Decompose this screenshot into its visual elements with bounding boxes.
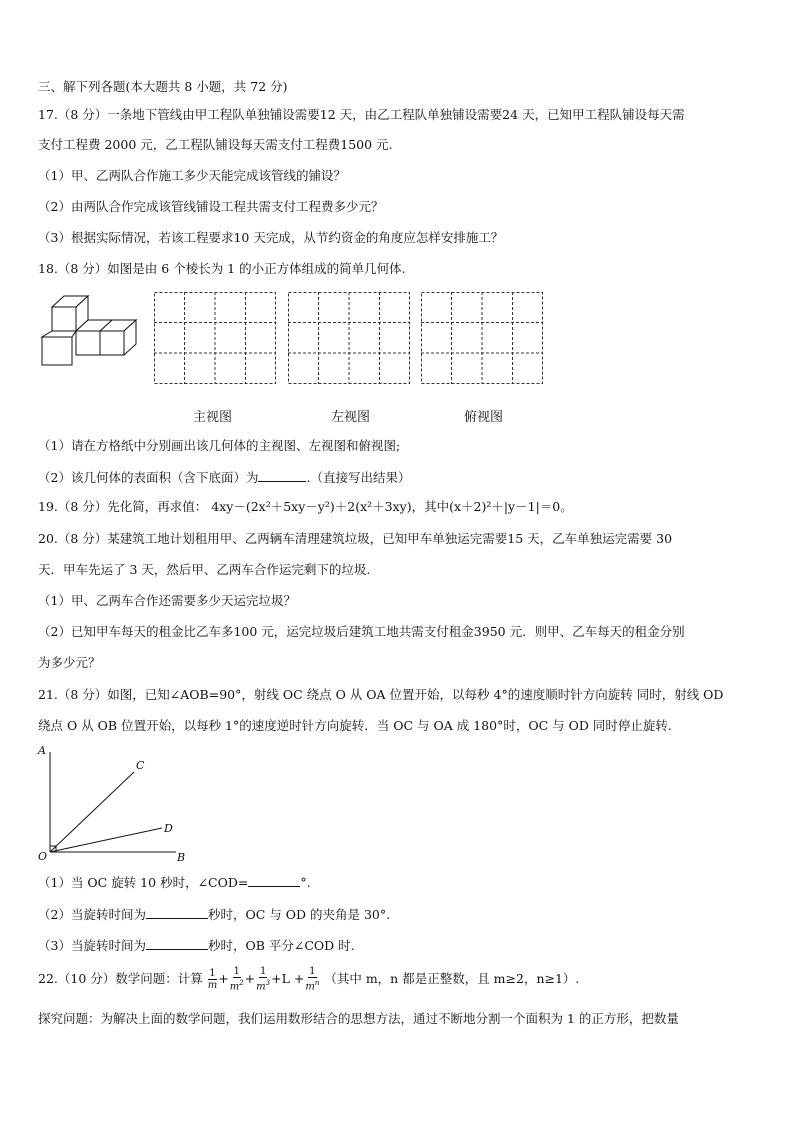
q20-part2-line1: （2）已知甲车每天的租金比乙车多100 元，运完垃圾后建筑工地共需支付租金3950 元．则甲、乙车每天的租金分别 <box>38 624 685 639</box>
q20-stem-line2: 天．甲车先运了 3 天，然后甲、乙两车合作运完剩下的垃圾. <box>38 562 371 577</box>
q18-part2-suffix: .（直接写出结果） <box>306 470 411 485</box>
q21-part1-suffix: °. <box>300 875 311 890</box>
q20-stem-line1: 20.（8 分）某建筑工地计划租用甲、乙两辆车清理建筑垃圾，已知甲车单独运完需要15 天，乙车单独运完需要 30 <box>38 531 673 546</box>
q22-suffix: （其中 m，n 都是正整数，且 m≥2，n≥1）. <box>324 971 580 986</box>
ellipsis-symbol: L <box>281 971 290 986</box>
q21-stem-line2: 绕点 O 从 OB 位置开始，以每秒 1°的速度逆时针方向旋转．当 OC 与 OA 成 180°时，OC 与 OD 同时停止旋转. <box>38 718 672 733</box>
q21-part1-blank[interactable] <box>248 873 300 887</box>
grid-paper-left-view[interactable] <box>288 292 410 384</box>
q22-stem: 22.（10 分）数学问题：计算 $\frac{1}{m}$ + $\frac{1}{m^2}$ + $\frac{1}{m^3}$ +L + $\frac{1}{m^n}$ （其中 m，n 都是正整数，且 m≥2，n≥1）. <box>38 966 580 993</box>
q21-part2 <box>38 905 764 924</box>
q21-part2-blank[interactable] <box>146 905 208 919</box>
q21-part3 <box>38 936 764 955</box>
label-b: B <box>177 851 186 864</box>
label-a: A <box>38 744 46 757</box>
q18-part2-text: （2）该几何体的表面积（含下底面）为 <box>38 470 259 485</box>
grid-paper-front-view[interactable] <box>154 292 276 384</box>
q21-part3-text: （3）当旋转时间为 <box>38 938 146 953</box>
q18-part1: （1）请在方格纸中分别画出该几何体的主视图、左视图和俯视图; <box>38 438 401 453</box>
angle-diagram <box>34 742 194 866</box>
label-o: O <box>38 850 48 863</box>
q17-part2: （2）由两队合作完成该管线铺设工程共需支付工程费多少元？ <box>38 199 384 214</box>
q20-part2-line2: 为多少元？ <box>38 655 101 670</box>
grid-paper-top-view[interactable] <box>421 292 543 384</box>
cube-solid-figure <box>36 292 146 372</box>
q20-part1: （1）甲、乙两车合作还需要多少天运完垃圾？ <box>38 593 296 608</box>
fraction-1-over-m: $\frac{1}{m}$ <box>207 968 218 991</box>
label-d: D <box>164 822 173 835</box>
q22-prefix: 22.（10 分）数学问题：计算 <box>38 971 203 986</box>
section-header: 三、解下列各题(本大题共 8 小题，共 72 分) <box>38 79 288 94</box>
q21-part2-suffix: 秒时，OC 与 OD 的夹角是 30°. <box>207 907 391 922</box>
label-c: C <box>136 759 145 772</box>
q21-stem-line1: 21.（8 分）如图，已知∠AOB=90°，射线 OC 绕点 O 从 OA 位置开始，以每秒 4°的速度顺时针方向旋转 同时，射线 OD <box>38 687 724 702</box>
q17-stem-line2: 支付工程费 2000 元，乙工程队铺设每天需支付工程费1500 元. <box>38 137 393 152</box>
caption-top-view: 俯视图 <box>464 410 504 425</box>
q21-part3-suffix: 秒时，OB 平分∠COD 时. <box>207 938 355 953</box>
q18-answer-blank[interactable] <box>258 468 306 482</box>
fraction-1-over-mn: $\frac{1}{m^n}$ <box>305 966 320 993</box>
q17-part1: （1）甲、乙两队合作施工多少天能完成该管线的铺设？ <box>38 168 346 183</box>
ray-od <box>50 828 162 852</box>
q18-stem: 18.（8 分）如图是由 6 个棱长为 1 的小正方体组成的简单几何体. <box>38 261 406 276</box>
q19-stem: 19.（8 分）先化简，再求值： 4xy－(2x²＋5xy－y²)＋2(x²＋3xy)，其中(x＋2)²＋|y－1|＝0。 <box>38 499 573 514</box>
q21-part3-blank[interactable] <box>146 936 208 950</box>
ray-oc <box>50 772 134 852</box>
q21-part1 <box>38 873 764 892</box>
caption-front-view: 主视图 <box>193 410 233 425</box>
q21-part2-text: （2）当旋转时间为 <box>38 907 146 922</box>
caption-left-view: 左视图 <box>331 410 371 425</box>
q18-part2 <box>38 468 764 487</box>
fraction-1-over-m2: $\frac{1}{m^2}$ <box>229 966 244 993</box>
q21-part1-text: （1）当 OC 旋转 10 秒时，∠COD= <box>38 875 249 890</box>
q17-part3: （3）根据实际情况，若该工程要求10 天完成，从节约资金的角度应怎样安排施工？ <box>38 230 504 245</box>
q17-stem-line1: 17.（8 分）一条地下管线由甲工程队单独铺设需要12 天，由乙工程队单独铺设需要24 天，已知甲工程队铺设每天需 <box>38 107 685 122</box>
q22-line2: 探究问题：为解决上面的数学问题，我们运用数形结合的思想方法，通过不断地分割一个面积为 1 的正方形，把数量 <box>38 1011 679 1026</box>
fraction-1-over-m3: $\frac{1}{m^3}$ <box>256 966 271 993</box>
